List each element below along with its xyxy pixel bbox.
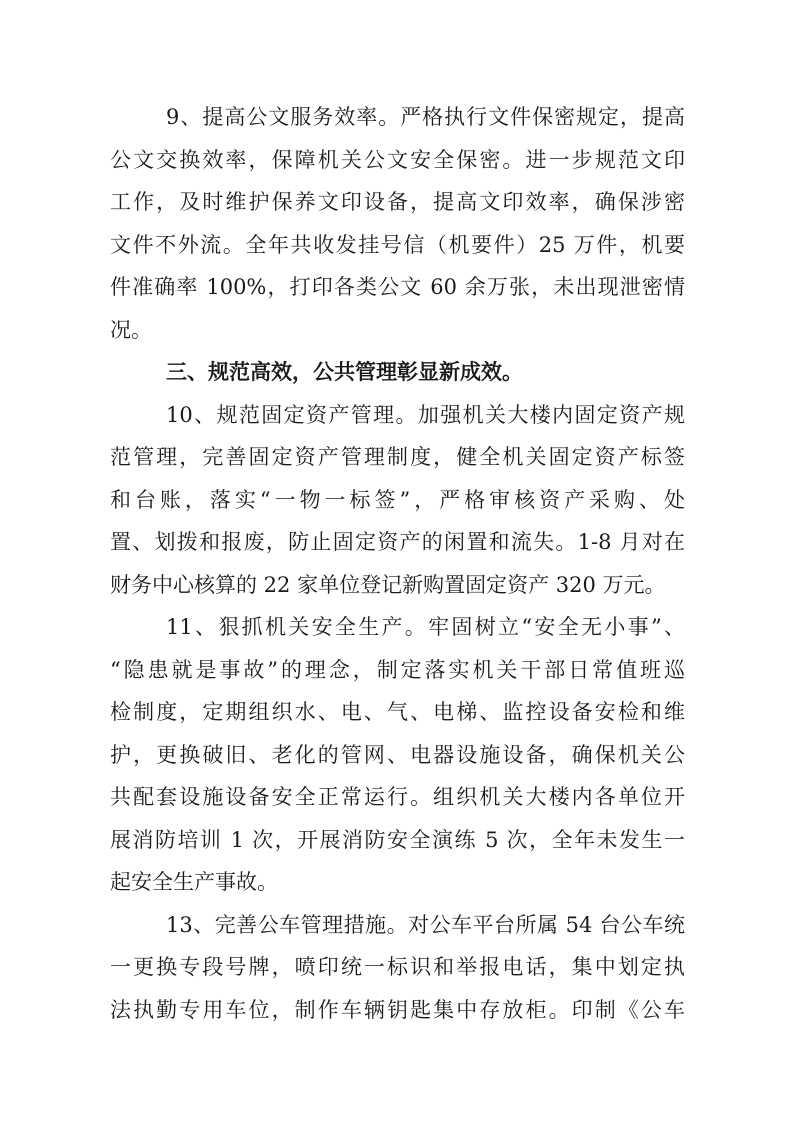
paragraph-line: 工作，及时维护保养文印设备，提高文印效率，确保涉密 bbox=[110, 190, 685, 214]
paragraph-10 bbox=[110, 394, 685, 607]
section-heading-3 bbox=[110, 351, 685, 394]
paragraph-line: 共配套设施设备安全正常运行。组织机关大楼内各单位开 bbox=[110, 785, 685, 809]
paragraph-line: 公文交换效率，保障机关公文安全保密。进一步规范文印 bbox=[110, 147, 685, 172]
paragraph-line: 置、划拨和报废，防止固定资产的闲置和流失。1-8 月对在 bbox=[110, 530, 685, 554]
paragraph-line: 文件不外流。全年共收发挂号信（机要件）25 万件，机要 bbox=[110, 232, 685, 257]
paragraph-line: 件准确率 100%，打印各类公文 60 余万张，未出现泄密情 bbox=[110, 275, 685, 299]
paragraph-line: 展消防培训 1 次，开展消防安全演练 5 次，全年未发生一 bbox=[110, 827, 685, 852]
paragraph-line: 起安全生产事故。 bbox=[110, 870, 278, 894]
paragraph-line: 13、完善公车管理措施。对公车平台所属 54 台公车统 bbox=[166, 912, 685, 937]
paragraph-line: “隐患就是事故”的理念，制定落实机关干部日常值班巡 bbox=[110, 657, 685, 682]
paragraph-11 bbox=[110, 606, 685, 904]
paragraph-line: 护，更换破旧、老化的管网、电器设施设备，确保机关公 bbox=[110, 742, 685, 767]
paragraph-line: 范管理，完善固定资产管理制度，健全机关固定资产标签 bbox=[110, 445, 685, 469]
paragraph-line: 财务中心核算的 22 家单位登记新购置固定资产 320 万元。 bbox=[110, 572, 666, 597]
section-heading-line: 三、规范高效，公共管理彰显新成效。 bbox=[166, 360, 523, 384]
paragraph-line: 和台账，落实“一物一标签”，严格审核资产采购、处 bbox=[110, 487, 685, 512]
paragraph-9 bbox=[110, 96, 685, 351]
paragraph-line: 11、狠抓机关安全生产。牢固树立“安全无小事”、 bbox=[166, 615, 685, 639]
paragraph-line: 10、规范固定资产管理。加强机关大楼内固定资产规 bbox=[166, 402, 685, 427]
paragraph-line: 一更换专段号牌，喷印统一标识和举报电话，集中划定执 bbox=[110, 955, 685, 979]
paragraph-line: 9、提高公文服务效率。严格执行文件保密规定，提高 bbox=[166, 105, 685, 129]
document-body bbox=[110, 96, 685, 1031]
paragraph-line: 法执勤专用车位，制作车辆钥匙集中存放柜。印制《公车 bbox=[110, 997, 685, 1022]
paragraph-line: 况。 bbox=[110, 317, 152, 342]
paragraph-line: 检制度，定期组织水、电、气、电梯、监控设备安检和维 bbox=[110, 700, 685, 724]
paragraph-13 bbox=[110, 904, 685, 1032]
